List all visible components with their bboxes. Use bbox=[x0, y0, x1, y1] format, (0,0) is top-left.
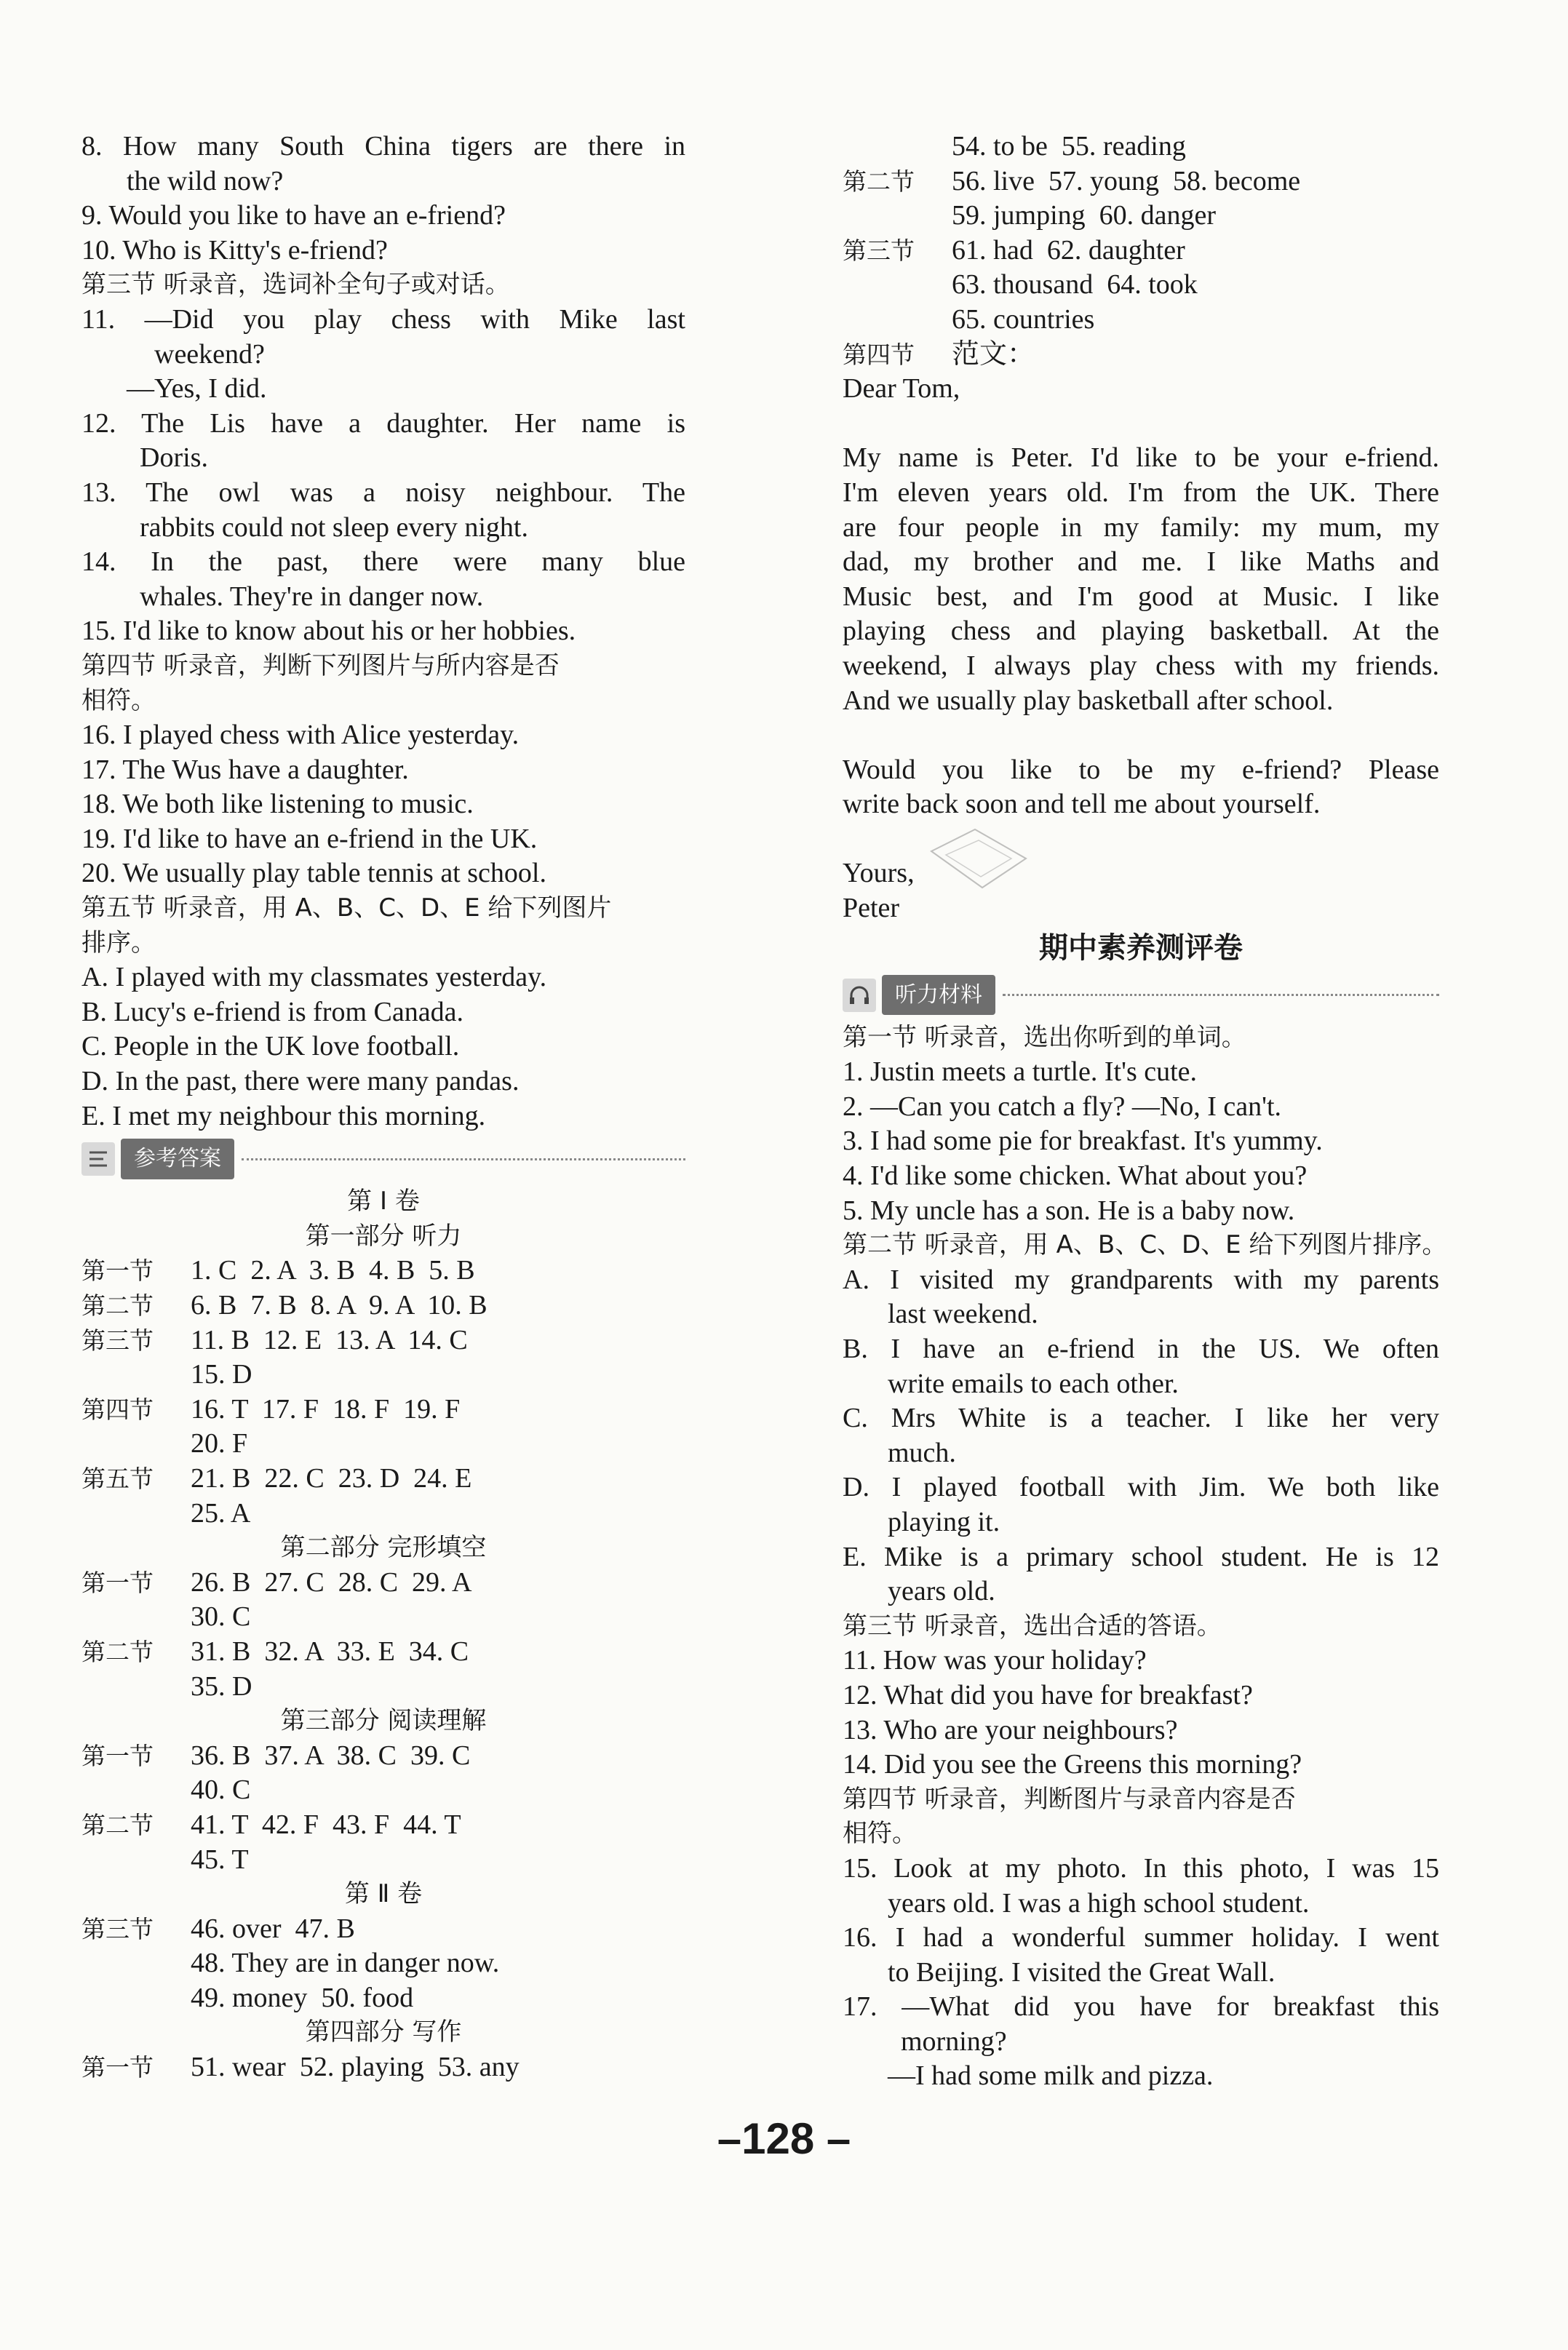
volume-1-title: 第 Ⅰ 卷 bbox=[347, 1187, 420, 1216]
letter-line: Would you like to be my e-friend? Please bbox=[843, 754, 1439, 785]
letter-line: write back soon and tell me about yourself. bbox=[843, 789, 1321, 820]
item-b: B. Lucy's e-friend is from Canada. bbox=[81, 996, 463, 1027]
answer-section-label: 第四节 bbox=[843, 340, 915, 369]
answer-values: 26. B 27. C 28. C 29. A bbox=[191, 1566, 472, 1598]
answer-key-part2 bbox=[81, 1566, 685, 1704]
question-11-answer: —Yes, I did. bbox=[127, 373, 267, 405]
question-12-cont: Doris. bbox=[140, 442, 208, 474]
answer-row bbox=[81, 1600, 685, 1635]
answer-row bbox=[81, 1358, 685, 1393]
answer-values: 56. live 57. young 58. become bbox=[952, 165, 1301, 196]
answer-section-label: 第一节 bbox=[81, 1741, 154, 1770]
mid-question-cont: years old. I was a high school student. bbox=[888, 1887, 1310, 1919]
section-4-title-cont: 相符。 bbox=[81, 685, 156, 715]
answer-row bbox=[843, 199, 1439, 234]
answer-row bbox=[81, 1427, 685, 1462]
answer-row bbox=[81, 1739, 685, 1774]
part-4-title: 第四部分 写作 bbox=[305, 2018, 462, 2047]
answer-row bbox=[843, 164, 1439, 199]
answer-row bbox=[81, 1254, 685, 1288]
mid-question-cont: to Beijing. I visited the Great Wall. bbox=[888, 1956, 1276, 1988]
answer-values: 36. B 37. A 38. C 39. C bbox=[191, 1740, 471, 1771]
item-d: D. In the past, there were many pandas. bbox=[81, 1066, 520, 1097]
mid-question: 4. I'd like some chicken. What about you? bbox=[843, 1160, 1308, 1192]
answer-key-tag: 参考答案 bbox=[121, 1139, 234, 1179]
mid-item: E. Mike is a primary school student. He is 12 bbox=[843, 1541, 1439, 1572]
answer-row bbox=[81, 1773, 685, 1808]
answer-values: 48. They are in danger now. bbox=[191, 1948, 500, 1979]
headphones-icon bbox=[843, 979, 876, 1012]
answer-key-volume2 bbox=[81, 1912, 685, 2016]
answer-values: 21. B 22. C 23. D 24. E bbox=[191, 1462, 472, 1494]
answer-section-label bbox=[81, 1497, 191, 1532]
mid-item-cont: last weekend. bbox=[888, 1299, 1038, 1330]
answer-section-label bbox=[843, 199, 952, 234]
answer-key-part1 bbox=[81, 1254, 685, 1531]
mid-question: 16. I had a wonderful summer holiday. I went bbox=[843, 1922, 1439, 1953]
mid-item: A. I visited my grandparents with my parents bbox=[843, 1264, 1439, 1295]
section-5-title-cont: 排序。 bbox=[81, 928, 156, 957]
letter-signature: Peter bbox=[843, 893, 900, 924]
answer-section-label bbox=[81, 1600, 191, 1635]
mid-question: 2. —Can you catch a fly? —No, I can't. bbox=[843, 1091, 1282, 1122]
part-1-title: 第一部分 听力 bbox=[305, 1221, 462, 1251]
answer-values: 16. T 17. F 18. F 19. F bbox=[191, 1393, 461, 1425]
mid-question: 3. I had some pie for breakfast. It's yummy. bbox=[843, 1126, 1323, 1157]
letter-line: And we usually play basketball after school. bbox=[843, 685, 1334, 716]
mid-section-1-title: 第一节 听录音，选出你听到的单词。 bbox=[843, 1022, 1246, 1052]
answer-values: 49. money 50. food bbox=[191, 1982, 414, 2013]
answer-section-label bbox=[81, 1981, 191, 2016]
mid-question-cont: —I had some milk and pizza. bbox=[888, 2060, 1214, 2092]
letter-line: dad, my brother and me. I like Maths and bbox=[843, 546, 1439, 578]
answer-section-label bbox=[843, 130, 952, 164]
answer-section-label bbox=[843, 268, 952, 303]
part-3-title: 第三部分 阅读理解 bbox=[280, 1706, 487, 1736]
section-4-title: 第四节 听录音，判断下列图片与所内容是否 bbox=[81, 650, 560, 680]
item-e: E. I met my neighbour this morning. bbox=[81, 1100, 486, 1131]
letter-closing: Yours, bbox=[843, 858, 915, 889]
question-11: 11. —Did you play chess with Mike last bbox=[81, 303, 685, 335]
letter-line: Music best, and I'm good at Music. I like bbox=[843, 581, 1439, 612]
answer-section-label: 第二节 bbox=[81, 1810, 154, 1839]
mid-question: 1. Justin meets a turtle. It's cute. bbox=[843, 1056, 1198, 1088]
question-14-cont: whales. They're in danger now. bbox=[140, 581, 484, 612]
answer-section-label: 第四节 bbox=[81, 1395, 154, 1424]
mid-question: 12. What did you have for breakfast? bbox=[843, 1679, 1253, 1710]
answer-values: 6. B 7. B 8. A 9. A 10. B bbox=[191, 1290, 487, 1321]
section-3-title: 第三节 听录音，选词补全句子或对话。 bbox=[81, 270, 510, 300]
question-14: 14. In the past, there were many blue bbox=[81, 546, 685, 578]
mid-item-cont: years old. bbox=[888, 1576, 995, 1607]
answer-key-icon bbox=[81, 1142, 115, 1176]
answer-values: 63. thousand 64. took bbox=[952, 269, 1198, 300]
question-13-cont: rabbits could not sleep every night. bbox=[140, 511, 528, 543]
mid-item: C. Mrs White is a teacher. I like her very bbox=[843, 1403, 1439, 1434]
question-16: 16. I played chess with Alice yesterday. bbox=[81, 720, 520, 751]
answer-row bbox=[843, 268, 1439, 303]
answer-values: 54. to be 55. reading bbox=[952, 131, 1186, 162]
answer-row bbox=[843, 303, 1439, 338]
mid-question: 17. —What did you have for breakfast this bbox=[843, 1991, 1439, 2023]
answer-row bbox=[81, 1288, 685, 1323]
answer-values: 41. T 42. F 43. F 44. T bbox=[191, 1809, 461, 1840]
left-column bbox=[81, 130, 685, 2085]
answer-row bbox=[81, 1635, 685, 1670]
answer-values: 20. F bbox=[191, 1428, 248, 1459]
question-18: 18. We both like listening to music. bbox=[81, 789, 474, 820]
answer-values: 51. wear 52. playing 53. any bbox=[191, 2052, 520, 2083]
question-11-cont: weekend? bbox=[154, 338, 265, 370]
answer-section-label: 第一节 bbox=[81, 2053, 154, 2082]
mid-question: 13. Who are your neighbours? bbox=[843, 1714, 1178, 1745]
answer-values: 40. C bbox=[191, 1775, 251, 1806]
answer-row bbox=[81, 1808, 685, 1843]
item-c: C. People in the UK love football. bbox=[81, 1031, 460, 1062]
answer-values: 25. A bbox=[191, 1497, 251, 1529]
mid-item: B. I have an e-friend in the US. We often bbox=[843, 1334, 1439, 1364]
answer-key-header bbox=[81, 1138, 685, 1180]
answer-values: 15. D bbox=[191, 1359, 252, 1390]
answer-section-label: 第二节 bbox=[81, 1637, 154, 1666]
mid-item: D. I played football with Jim. We both like bbox=[843, 1472, 1439, 1503]
mid-section-4-title: 第四节 听录音，判断图片与录音内容是否 bbox=[843, 1784, 1296, 1814]
answer-section-label: 第五节 bbox=[81, 1464, 154, 1493]
answer-row bbox=[81, 1566, 685, 1601]
answer-row bbox=[843, 130, 1439, 164]
answer-section-label bbox=[81, 1773, 191, 1808]
answer-key-part3 bbox=[81, 1739, 685, 1877]
answer-values: 61. had 62. daughter bbox=[952, 234, 1185, 266]
midterm-title: 期中素养测评卷 bbox=[1039, 931, 1243, 965]
divider bbox=[242, 1158, 685, 1160]
answer-key-part4 bbox=[81, 2050, 685, 2085]
question-12: 12. The Lis have a daughter. Her name is bbox=[81, 407, 685, 439]
page-number: –128 – bbox=[717, 2114, 851, 2163]
answer-row bbox=[81, 1843, 685, 1878]
answer-row bbox=[81, 1497, 685, 1532]
answer-row bbox=[843, 234, 1439, 268]
answer-section-label bbox=[81, 1670, 191, 1705]
answer-section-label: 第二节 bbox=[843, 167, 915, 196]
answer-values: 59. jumping 60. danger bbox=[952, 200, 1217, 231]
mid-section-4-title-cont: 相符。 bbox=[843, 1819, 917, 1849]
answer-row bbox=[81, 1670, 685, 1705]
answer-section-label: 第二节 bbox=[81, 1291, 154, 1320]
answer-values: 30. C bbox=[191, 1601, 251, 1633]
answer-row bbox=[81, 1323, 685, 1358]
answer-values: 35. D bbox=[191, 1670, 252, 1702]
question-20: 20. We usually play table tennis at school. bbox=[81, 858, 546, 889]
answer-section-label: 第三节 bbox=[843, 236, 915, 265]
answer-row bbox=[81, 1393, 685, 1427]
section-5-title: 第五节 听录音，用 A、B、C、D、E 给下列图片 bbox=[81, 893, 612, 923]
answer-section-label bbox=[843, 303, 952, 338]
answer-section-label bbox=[81, 1946, 191, 1981]
answer-row bbox=[81, 1981, 685, 2016]
letter-line: My name is Peter. I'd like to be your e-friend. bbox=[843, 442, 1439, 474]
letter-greeting: Dear Tom, bbox=[843, 373, 960, 405]
mid-question-cont: morning? bbox=[901, 2026, 1007, 2057]
answer-section-label bbox=[81, 1427, 191, 1462]
answer-row bbox=[843, 338, 1439, 373]
answer-section-label: 第三节 bbox=[81, 1914, 154, 1943]
right-column bbox=[843, 130, 1447, 2094]
listening-tag: 听力材料 bbox=[882, 975, 995, 1016]
mid-section-3-title: 第三节 听录音，选出合适的答语。 bbox=[843, 1611, 1222, 1641]
letter-line: I'm eleven years old. I'm from the UK. There bbox=[843, 477, 1439, 508]
letter-line: playing chess and playing basketball. At the bbox=[843, 616, 1439, 647]
letter-line: weekend, I always play chess with my friends. bbox=[843, 650, 1439, 681]
volume-2-title: 第 Ⅱ 卷 bbox=[344, 1879, 423, 1909]
mid-question: 5. My uncle has a son. He is a baby now. bbox=[843, 1195, 1295, 1226]
question-17: 17. The Wus have a daughter. bbox=[81, 754, 409, 785]
answer-section-label: 第三节 bbox=[81, 1326, 154, 1355]
question-9: 9. Would you like to have an e-friend? bbox=[81, 200, 506, 231]
answer-section-label: 第一节 bbox=[81, 1568, 154, 1597]
answer-section-label bbox=[81, 1843, 191, 1878]
question-19: 19. I'd like to have an e-friend in the UK. bbox=[81, 823, 538, 854]
divider bbox=[1003, 994, 1439, 996]
mid-item-cont: playing it. bbox=[888, 1506, 1000, 1537]
listening-header bbox=[843, 974, 1439, 1016]
part-2-title: 第二部分 完形填空 bbox=[280, 1533, 487, 1563]
mid-item-cont: write emails to each other. bbox=[888, 1368, 1179, 1399]
mid-question: 15. Look at my photo. In this photo, I was 15 bbox=[843, 1852, 1439, 1884]
question-8-cont: the wild now? bbox=[127, 165, 284, 196]
question-13: 13. The owl was a noisy neighbour. The bbox=[81, 477, 685, 508]
answer-values: 31. B 32. A 33. E 34. C bbox=[191, 1636, 469, 1667]
mid-section-2-title: 第二节 听录音，用 A、B、C、D、E 给下列图片排序。 bbox=[843, 1230, 1447, 1260]
answer-values: 1. C 2. A 3. B 4. B 5. B bbox=[191, 1255, 475, 1286]
answer-row bbox=[81, 1462, 685, 1497]
question-15: 15. I'd like to know about his or her hobbies. bbox=[81, 616, 576, 647]
item-a: A. I played with my classmates yesterday. bbox=[81, 962, 547, 993]
watermark-stamp-icon bbox=[924, 822, 1033, 895]
answer-section-label: 第一节 bbox=[81, 1256, 154, 1286]
answer-values: 46. over 47. B bbox=[191, 1913, 355, 1944]
answer-values: 65. countries bbox=[952, 303, 1095, 335]
mid-item-cont: much. bbox=[888, 1437, 956, 1468]
answer-row bbox=[81, 1912, 685, 1947]
question-8: 8. How many South China tigers are there in bbox=[81, 131, 685, 162]
mid-question: 11. How was your holiday? bbox=[843, 1645, 1147, 1676]
answer-values: 11. B 12. E 13. A 14. C bbox=[191, 1324, 468, 1355]
answer-section-label bbox=[81, 1358, 191, 1393]
question-10: 10. Who is Kitty's e-friend? bbox=[81, 234, 388, 266]
mid-question: 14. Did you see the Greens this morning? bbox=[843, 1749, 1302, 1780]
answer-values: 范文： bbox=[952, 338, 1035, 370]
answer-key-continued bbox=[843, 130, 1439, 372]
answer-values: 45. T bbox=[191, 1844, 249, 1875]
answer-row bbox=[81, 2050, 685, 2085]
letter-line: are four people in my family: my mum, my bbox=[843, 511, 1439, 543]
answer-row bbox=[81, 1946, 685, 1981]
